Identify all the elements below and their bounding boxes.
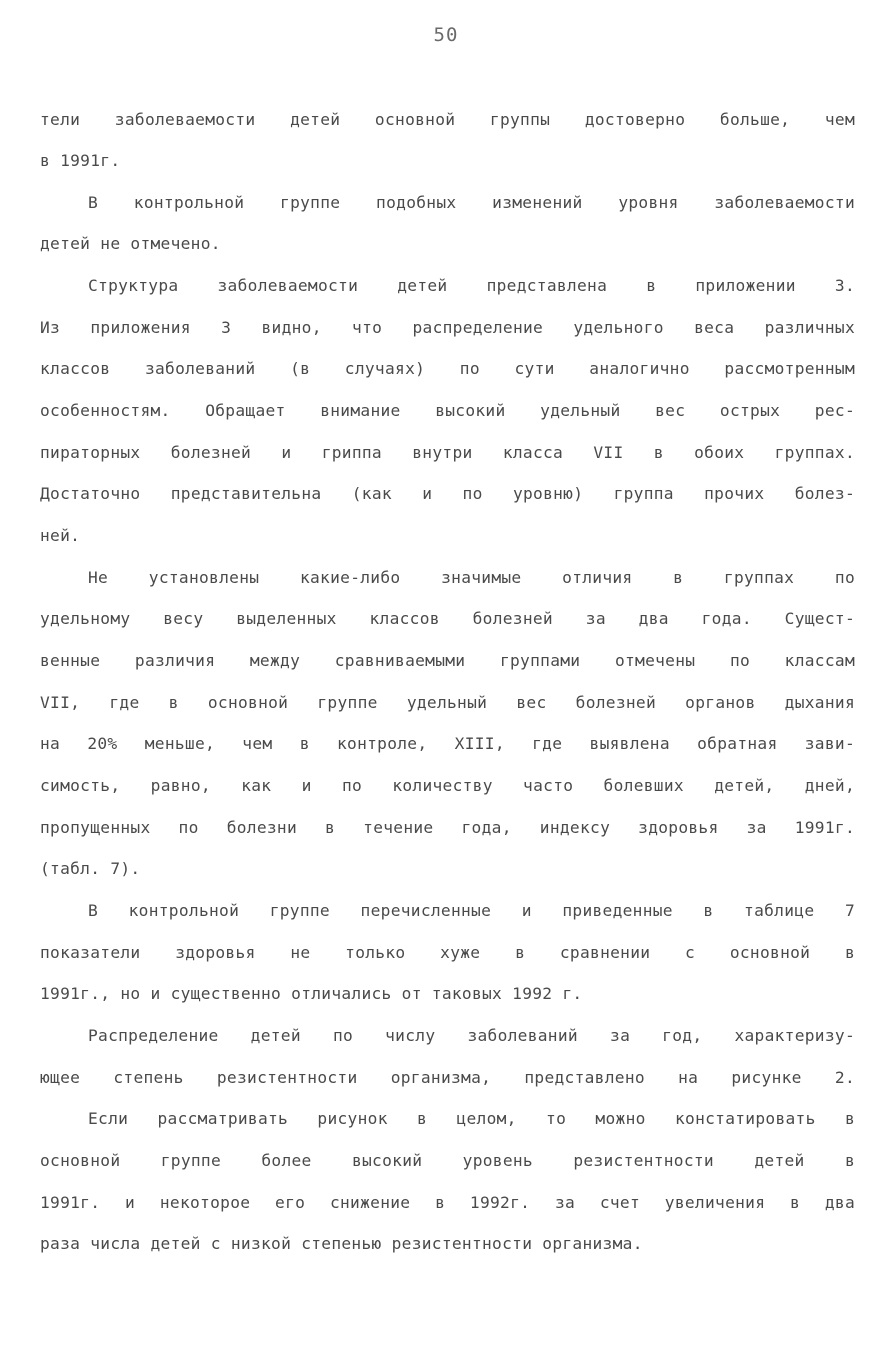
text-line: пропущенных по болезни в течение года, индексу здоровья за 1991г.	[40, 818, 855, 837]
text-line: детей не отмечено.	[40, 234, 221, 253]
text-line: (табл. 7).	[40, 859, 141, 878]
text-line: VII, где в основной группе удельный вес болезней органов дыхания	[40, 693, 855, 712]
text-line: на 20% меньше, чем в контроле, XIII, где выявлена обратная зави-	[40, 734, 855, 753]
text-line: симость, равно, как и по количеству часто болевших детей, дней,	[40, 776, 855, 795]
text-line: 1991г., но и существенно отличались от таковых 1992 г.	[40, 984, 583, 1003]
text-line: пираторных болезней и гриппа внутри класса VII в обоих группах.	[40, 443, 855, 462]
text-line: Не установлены какие-либо значимые отличия в группах по	[88, 568, 855, 587]
text-line: Из приложения 3 видно, что распределение удельного веса различных	[40, 318, 855, 337]
text-line: показатели здоровья не только хуже в сравнении с основной в	[40, 943, 855, 962]
page-number: 50	[433, 24, 459, 46]
text-line: Распределение детей по числу заболеваний за год, характеризу-	[88, 1026, 855, 1045]
text-line: основной группе более высокий уровень резистентности детей в	[40, 1151, 855, 1170]
text-line: В контрольной группе подобных изменений уровня заболеваемости	[88, 193, 855, 212]
text-line: венные различия между сравниваемыми группами отмечены по классам	[40, 651, 855, 670]
text-line: 1991г. и некоторое его снижение в 1992г. за счет увеличения в два	[40, 1193, 855, 1212]
text-line: классов заболеваний (в случаях) по сути аналогично рассмотренным	[40, 359, 855, 378]
text-line: Структура заболеваемости детей представлена в приложении 3.	[88, 276, 855, 295]
text-line: Достаточно представительна (как и по уровню) группа прочих болез-	[40, 484, 855, 503]
text-line: ней.	[40, 526, 81, 545]
text-line: особенностям. Обращает внимание высокий удельный вес острых рес-	[40, 401, 855, 420]
text-line: в 1991г.	[40, 151, 121, 170]
text-line: раза числа детей с низкой степенью резистентности организма.	[40, 1234, 643, 1253]
text-line: удельному весу выделенных классов болезней за два года. Сущест-	[40, 609, 855, 628]
text-line: Если рассматривать рисунок в целом, то можно констатировать в	[88, 1109, 855, 1128]
text-line: тели заболеваемости детей основной группы достоверно больше, чем	[40, 110, 855, 129]
text-line: В контрольной группе перечисленные и приведенные в таблице 7	[88, 901, 855, 920]
text-line: ющее степень резистентности организма, представлено на рисунке 2.	[40, 1068, 855, 1087]
